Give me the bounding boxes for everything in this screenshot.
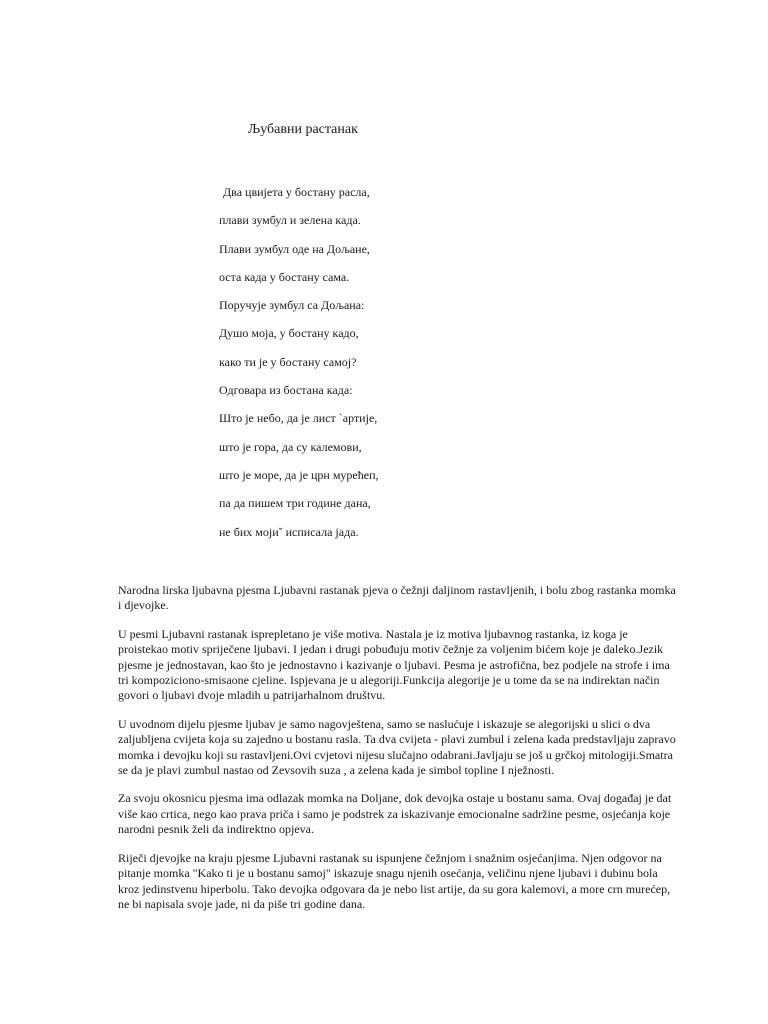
paragraph: Narodna lirska ljubavna pjesma Ljubavni rastanak pjeva o čežnji daljinom rastavljenih, i bolu zbog rastanka momka i djevojke.: [118, 583, 676, 613]
poem-line: не бих мојиˇ исписала јада.: [219, 524, 359, 539]
poem: [219, 180, 379, 548]
paragraph: Za svoju okosnicu pjesma ima odlazak momka na Doljane, dok devojka ostaje u bostanu sama. Ovaj događaj je dat više kao crtica, nego kao prava priča i samo je podstrek za iskazivanje emocionalne sadržine pesme, osjećanja koje narodni pesnik želi da indirektno opjeva.: [118, 791, 672, 837]
poem-line: Одговара из бостана када:: [219, 383, 353, 398]
poem-line: што је море, да је црн мурећеп,: [219, 467, 379, 482]
commentary: [118, 583, 678, 925]
poem-line: па да пишем три године дана,: [219, 496, 371, 511]
poem-line: што је гора, да су калемови,: [219, 439, 362, 454]
poem-line: Поручује зумбул са Дољана:: [219, 298, 365, 313]
poem-line: Душо моја, у бостану кадо,: [219, 326, 359, 341]
page-title: Љубавни растанак: [248, 122, 358, 137]
poem-line: Плави зумбул оде на Дољане,: [219, 241, 370, 256]
poem-line: оста када у бостану сама.: [219, 269, 350, 284]
paragraph: U uvodnom dijelu pjesme ljubav je samo nagovještena, samo se naslućuje i iskazuje se alegorijski u slici o dva zaljubljena cvijeta koja su zajedno u bostanu rasla. Ta dva cvijeta - plavi zumbul i zelena kada predstavljaju zapravo momka i devojku koji su rastavljeni.Ovi cvjetovi nijesu slučajno odabrani.Javljaju se još u grčkoj mitologiji.Smatra se da je plavi zumbul nastao od Zevsovih suza , a zelena kada je simbol topline I nježnosti.: [118, 716, 676, 778]
poem-line: како ти је у бостану самој?: [219, 354, 357, 369]
poem-line: плави зумбул и зелена када.: [219, 213, 361, 228]
poem-line: Што је небо, да је лист `артије,: [219, 411, 378, 426]
paragraph: Riječi djevojke na kraju pjesme Ljubavni rastanak su ispunjene čežnjom i snažnim osjećanjima. Njen odgovor na pitanje momka "Kako ti je u bostanu samoj" iskazuje snagu njenih osećanja, veličinu njene ljubavi i dubinu bola kroz jedinstvenu hiperbolu. Tako devojka odgovara da je nebo list artije, da su gora kalemovi, a more crn murećep, ne bi napisala svoje jade, ni da piše tri godine dana.: [118, 850, 671, 911]
paragraph: U pesmi Ljubavni rastanak isprepletano je više motiva. Nastala je iz motiva ljubavnog rastanka, iz koga je proistekao motiv spriječene ljubavi. I jedan i drugi pobuđuju motiv čežnje za voljenim bićem koje je daleko.Jezik pjesme je jednostavan, kao što je jednostavno i kazivanje o ljubavi. Pesma je astrofična, bez podjele na strofe i ima tri kompoziciono-smisaone cjeline. Ispjevana je u alegoriji.Funkcija alegorije je u tome da se na indirektan način govori o ljubavi dvoje mladih u patrijarhalnom društvu.: [118, 626, 670, 703]
poem-line: Два цвијета у бостану расла,: [223, 185, 370, 199]
